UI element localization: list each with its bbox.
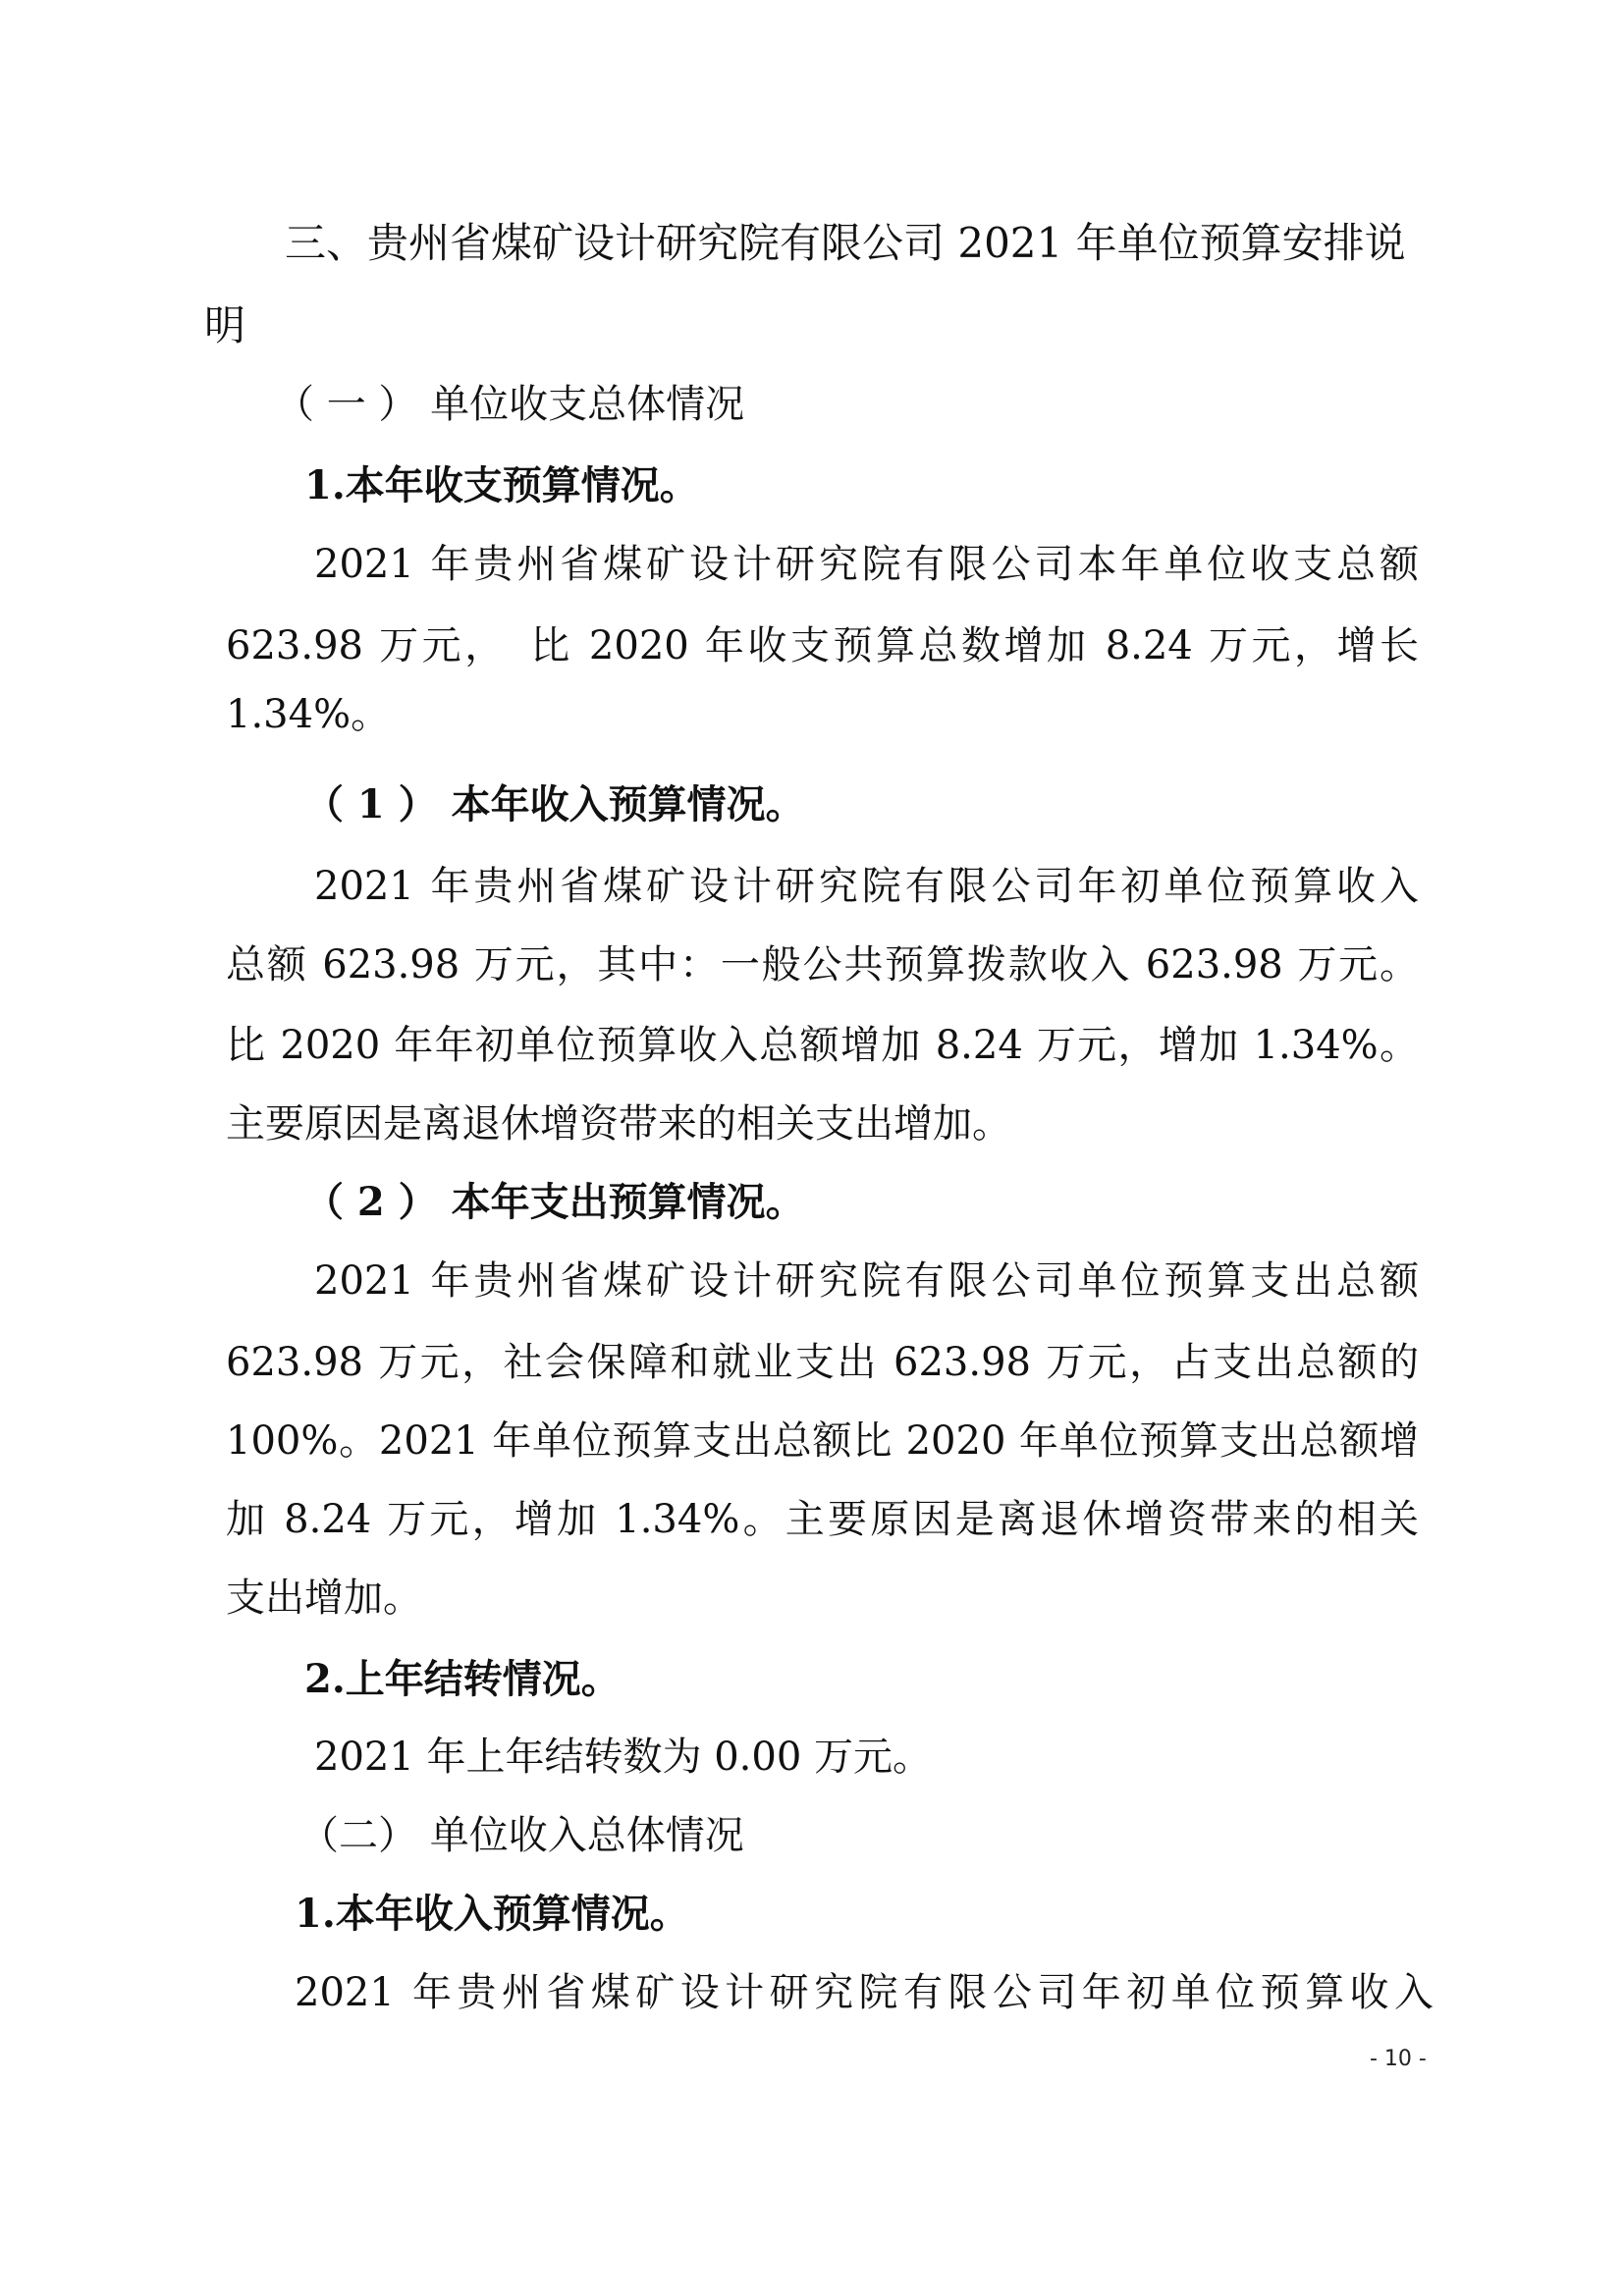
item-2-heading: 2.上年结转情况。: [304, 1656, 621, 1702]
sub-2-para-line-4: 加 8.24 万元，增加 1.34%。主要原因是离退休增资带来的相关: [226, 1497, 1419, 1542]
item-1-heading: 1.本年收支预算情况。: [304, 462, 699, 508]
subsection-2-item-1-para-line: 2021 年贵州省煤矿设计研究院有限公司年初单位预算收入: [295, 1970, 1434, 2015]
sub-1-heading: （ 1 ） 本年收入预算情况。: [304, 781, 805, 828]
sub-2-para-line-1: 2021 年贵州省煤矿设计研究院有限公司单位预算支出总额: [314, 1258, 1419, 1304]
sub-1-para-line-2: 总额 623.98 万元，其中：一般公共预算拨款收入 623.98 万元。: [226, 942, 1419, 988]
subsection-1-heading: （ 一 ） 单位收支总体情况: [275, 382, 745, 427]
sub-2-para-line-2: 623.98 万元，社会保障和就业支出 623.98 万元，占支出总额的: [226, 1340, 1419, 1385]
sub-1-para-line-1: 2021 年贵州省煤矿设计研究院有限公司年初单位预算收入: [314, 864, 1419, 909]
sub-1-para-line-4: 主要原因是离退休增资带来的相关支出增加。: [226, 1101, 1011, 1147]
sub-2-heading: （ 2 ） 本年支出预算情况。: [304, 1179, 805, 1225]
section-title-line-1: 三、贵州省煤矿设计研究院有限公司 2021 年单位预算安排说: [285, 219, 1406, 267]
item-2-para: 2021 年上年结转数为 0.00 万元。: [314, 1735, 933, 1780]
sub-1-para-line-3: 比 2020 年年初单位预算收入总额增加 8.24 万元，增加 1.34%。: [226, 1023, 1419, 1068]
item-1-para-line-3: 1.34%。: [226, 692, 391, 737]
item-1-para-line-1: 2021 年贵州省煤矿设计研究院有限公司本年单位收支总额: [314, 542, 1419, 587]
subsection-2-item-1-heading: 1.本年收入预算情况。: [295, 1891, 689, 1937]
sub-2-para-line-3: 100%。2021 年单位预算支出总额比 2020 年单位预算支出总额增: [226, 1418, 1419, 1464]
subsection-2-heading: （二） 单位收入总体情况: [299, 1813, 744, 1858]
item-1-para-line-2: 623.98 万元， 比 2020 年收支预算总数增加 8.24 万元，增长: [226, 623, 1419, 668]
page-number: - 10 -: [1370, 2047, 1427, 2071]
sub-2-para-line-5: 支出增加。: [226, 1575, 422, 1621]
section-title-line-2: 明: [204, 301, 246, 349]
